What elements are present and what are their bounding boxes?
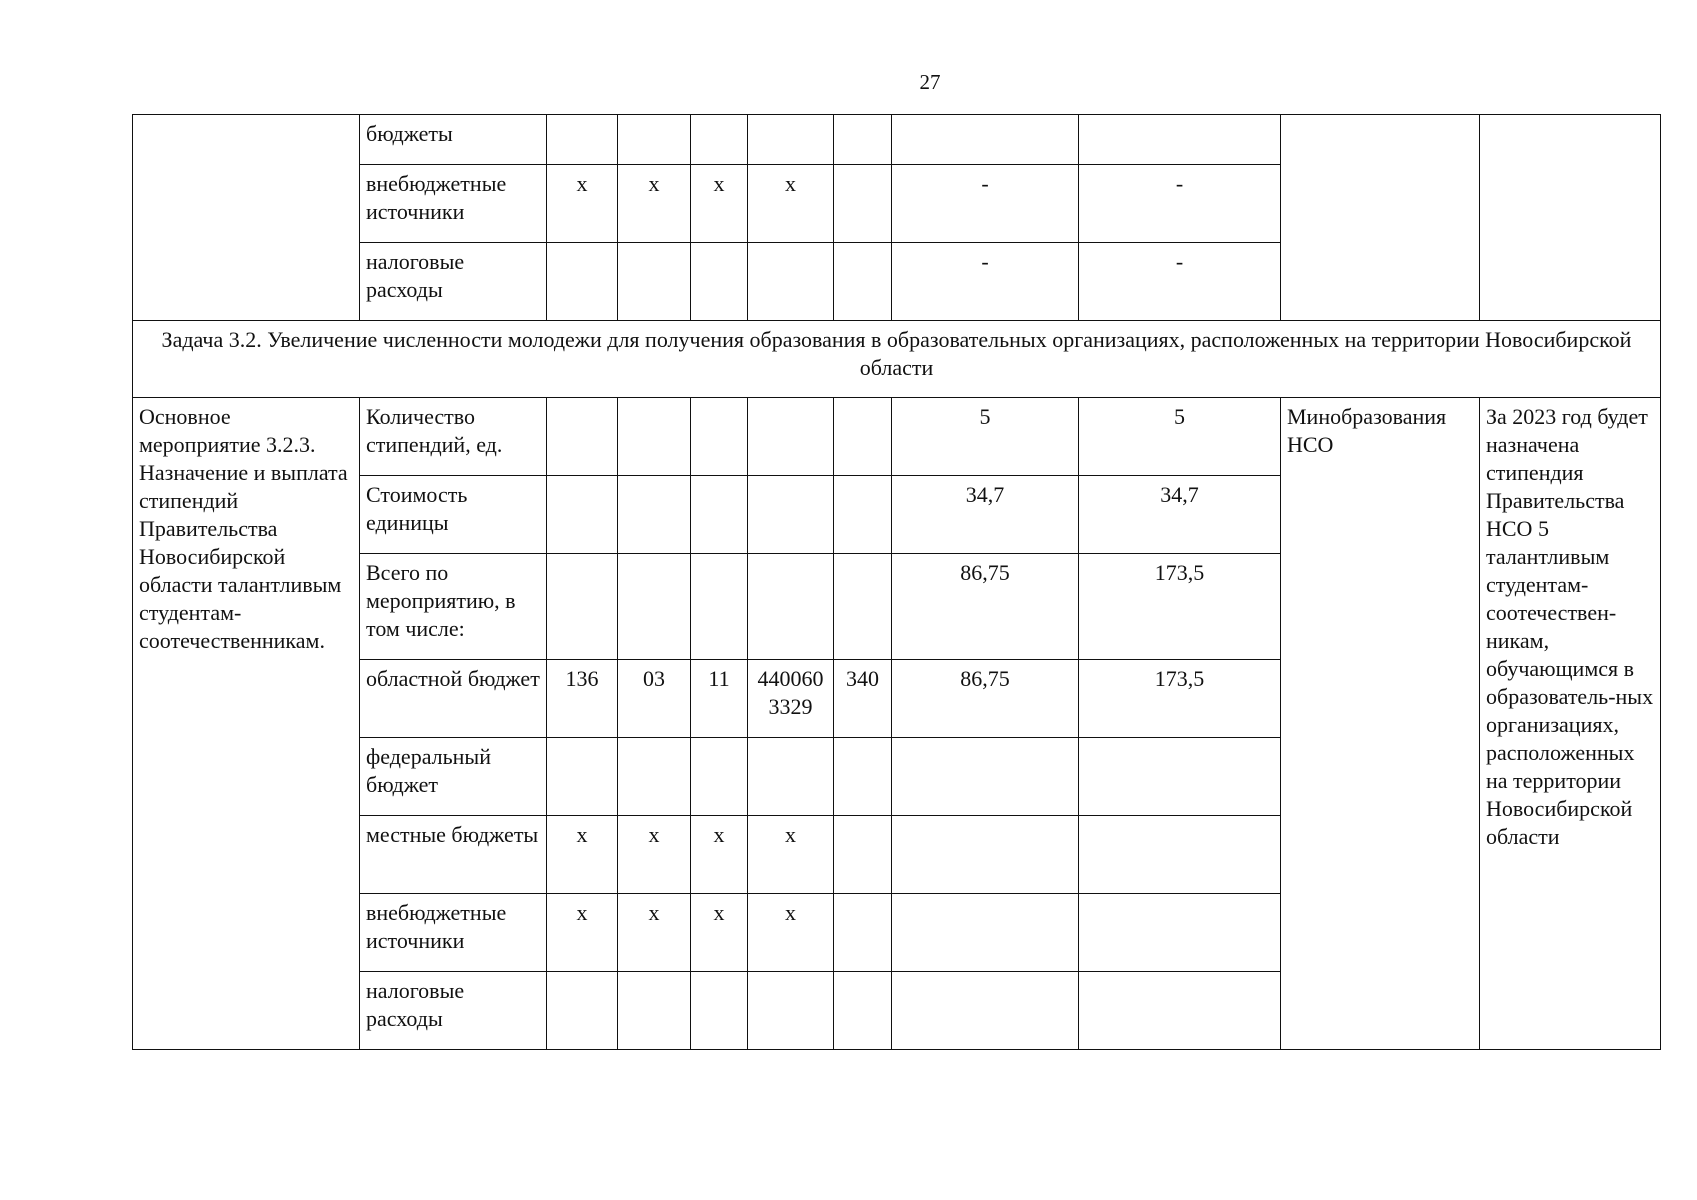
table-cell: х <box>618 894 691 972</box>
table-cell <box>748 398 834 476</box>
table-cell <box>618 243 691 321</box>
executor: Минобразования НСО <box>1281 398 1480 1050</box>
table-cell: 136 <box>547 660 618 738</box>
table-cell: х <box>691 894 748 972</box>
table-cell: 34,7 <box>1079 476 1281 554</box>
table-cell <box>547 115 618 165</box>
table-cell <box>834 476 892 554</box>
measure-name: Основное мероприятие 3.2.3. Назначение и выплата стипендий Правительства Новосибирской области талантливым студентам-соотечественникам. <box>133 398 360 1050</box>
table-cell: 03 <box>618 660 691 738</box>
table-cell <box>748 972 834 1050</box>
table-cell <box>618 398 691 476</box>
table-cell <box>748 738 834 816</box>
row-label: федеральный бюджет <box>360 738 547 816</box>
table-cell: 5 <box>1079 398 1281 476</box>
table-cell <box>1079 816 1281 894</box>
table-cell <box>691 554 748 660</box>
table-cell: 11 <box>691 660 748 738</box>
table-cell: 5 <box>892 398 1079 476</box>
table-cell <box>748 115 834 165</box>
table-cell: - <box>892 243 1079 321</box>
expected-result: За 2023 год будет назначена стипендия Правительства НСО 5 талантливым студентам-соотечествен-никам, обучающимся в образователь-ных организациях, расположенных на территории Новосибирской области <box>1480 398 1661 1050</box>
table-cell <box>691 972 748 1050</box>
table-cell <box>691 115 748 165</box>
table-cell <box>547 398 618 476</box>
table-cell: х <box>618 816 691 894</box>
table-cell <box>691 398 748 476</box>
table-cell <box>691 738 748 816</box>
table-cell: 34,7 <box>892 476 1079 554</box>
table-cell <box>834 398 892 476</box>
table-cell <box>834 165 892 243</box>
task-header-row <box>133 321 1661 398</box>
table-cell <box>618 738 691 816</box>
empty-cell <box>133 115 360 321</box>
table-cell: х <box>691 816 748 894</box>
empty-cell <box>1480 115 1661 321</box>
table-cell <box>892 115 1079 165</box>
row-label: Всего по мероприятию, в том числе: <box>360 554 547 660</box>
table-cell <box>834 972 892 1050</box>
table-cell: х <box>547 894 618 972</box>
table-row <box>133 115 1661 165</box>
table-cell <box>691 243 748 321</box>
table-cell: х <box>748 894 834 972</box>
table-cell <box>1079 738 1281 816</box>
table-cell <box>892 972 1079 1050</box>
table-cell <box>1079 972 1281 1050</box>
table-cell <box>892 738 1079 816</box>
table-cell <box>547 972 618 1050</box>
table-cell <box>547 476 618 554</box>
table-cell <box>748 243 834 321</box>
table-row <box>133 398 1661 476</box>
table-cell: - <box>892 165 1079 243</box>
table-cell <box>834 554 892 660</box>
table-cell <box>618 554 691 660</box>
table-cell: 173,5 <box>1079 554 1281 660</box>
row-label: налоговые расходы <box>360 243 547 321</box>
table-cell <box>618 476 691 554</box>
table-cell: 440060 3329 <box>748 660 834 738</box>
row-label: Количество стипендий, ед. <box>360 398 547 476</box>
table-cell: - <box>1079 165 1281 243</box>
table-cell <box>547 243 618 321</box>
table-cell <box>1079 894 1281 972</box>
table-cell: 340 <box>834 660 892 738</box>
table-cell <box>892 816 1079 894</box>
empty-cell <box>1281 115 1480 321</box>
table-cell: х <box>748 816 834 894</box>
table-cell: х <box>618 165 691 243</box>
table-cell <box>618 115 691 165</box>
table-cell: х <box>691 165 748 243</box>
table-cell: х <box>547 816 618 894</box>
row-label: областной бюджет <box>360 660 547 738</box>
table-cell <box>748 476 834 554</box>
table-cell <box>547 738 618 816</box>
table-cell: 86,75 <box>892 554 1079 660</box>
page-number: 27 <box>919 70 941 94</box>
row-label: бюджеты <box>360 115 547 165</box>
task-header: Задача 3.2. Увеличение численности молодежи для получения образования в образовательных организациях, расположенных на территории Новосибирской области <box>133 321 1661 398</box>
table-cell: 86,75 <box>892 660 1079 738</box>
table-cell <box>834 894 892 972</box>
row-label: внебюджетные источники <box>360 165 547 243</box>
table-cell <box>1079 115 1281 165</box>
row-label: налоговые расходы <box>360 972 547 1050</box>
table-cell <box>691 476 748 554</box>
table-cell: - <box>1079 243 1281 321</box>
table-cell <box>892 894 1079 972</box>
table-cell: х <box>547 165 618 243</box>
table-cell: х <box>748 165 834 243</box>
table-cell <box>834 816 892 894</box>
table-cell: 173,5 <box>1079 660 1281 738</box>
row-label: внебюджетные источники <box>360 894 547 972</box>
table-cell <box>834 243 892 321</box>
table-cell <box>547 554 618 660</box>
budget-table <box>132 114 1661 1050</box>
table-cell <box>834 115 892 165</box>
table-cell <box>748 554 834 660</box>
row-label: Стоимость единицы <box>360 476 547 554</box>
table-cell <box>834 738 892 816</box>
row-label: местные бюджеты <box>360 816 547 894</box>
table-cell <box>618 972 691 1050</box>
